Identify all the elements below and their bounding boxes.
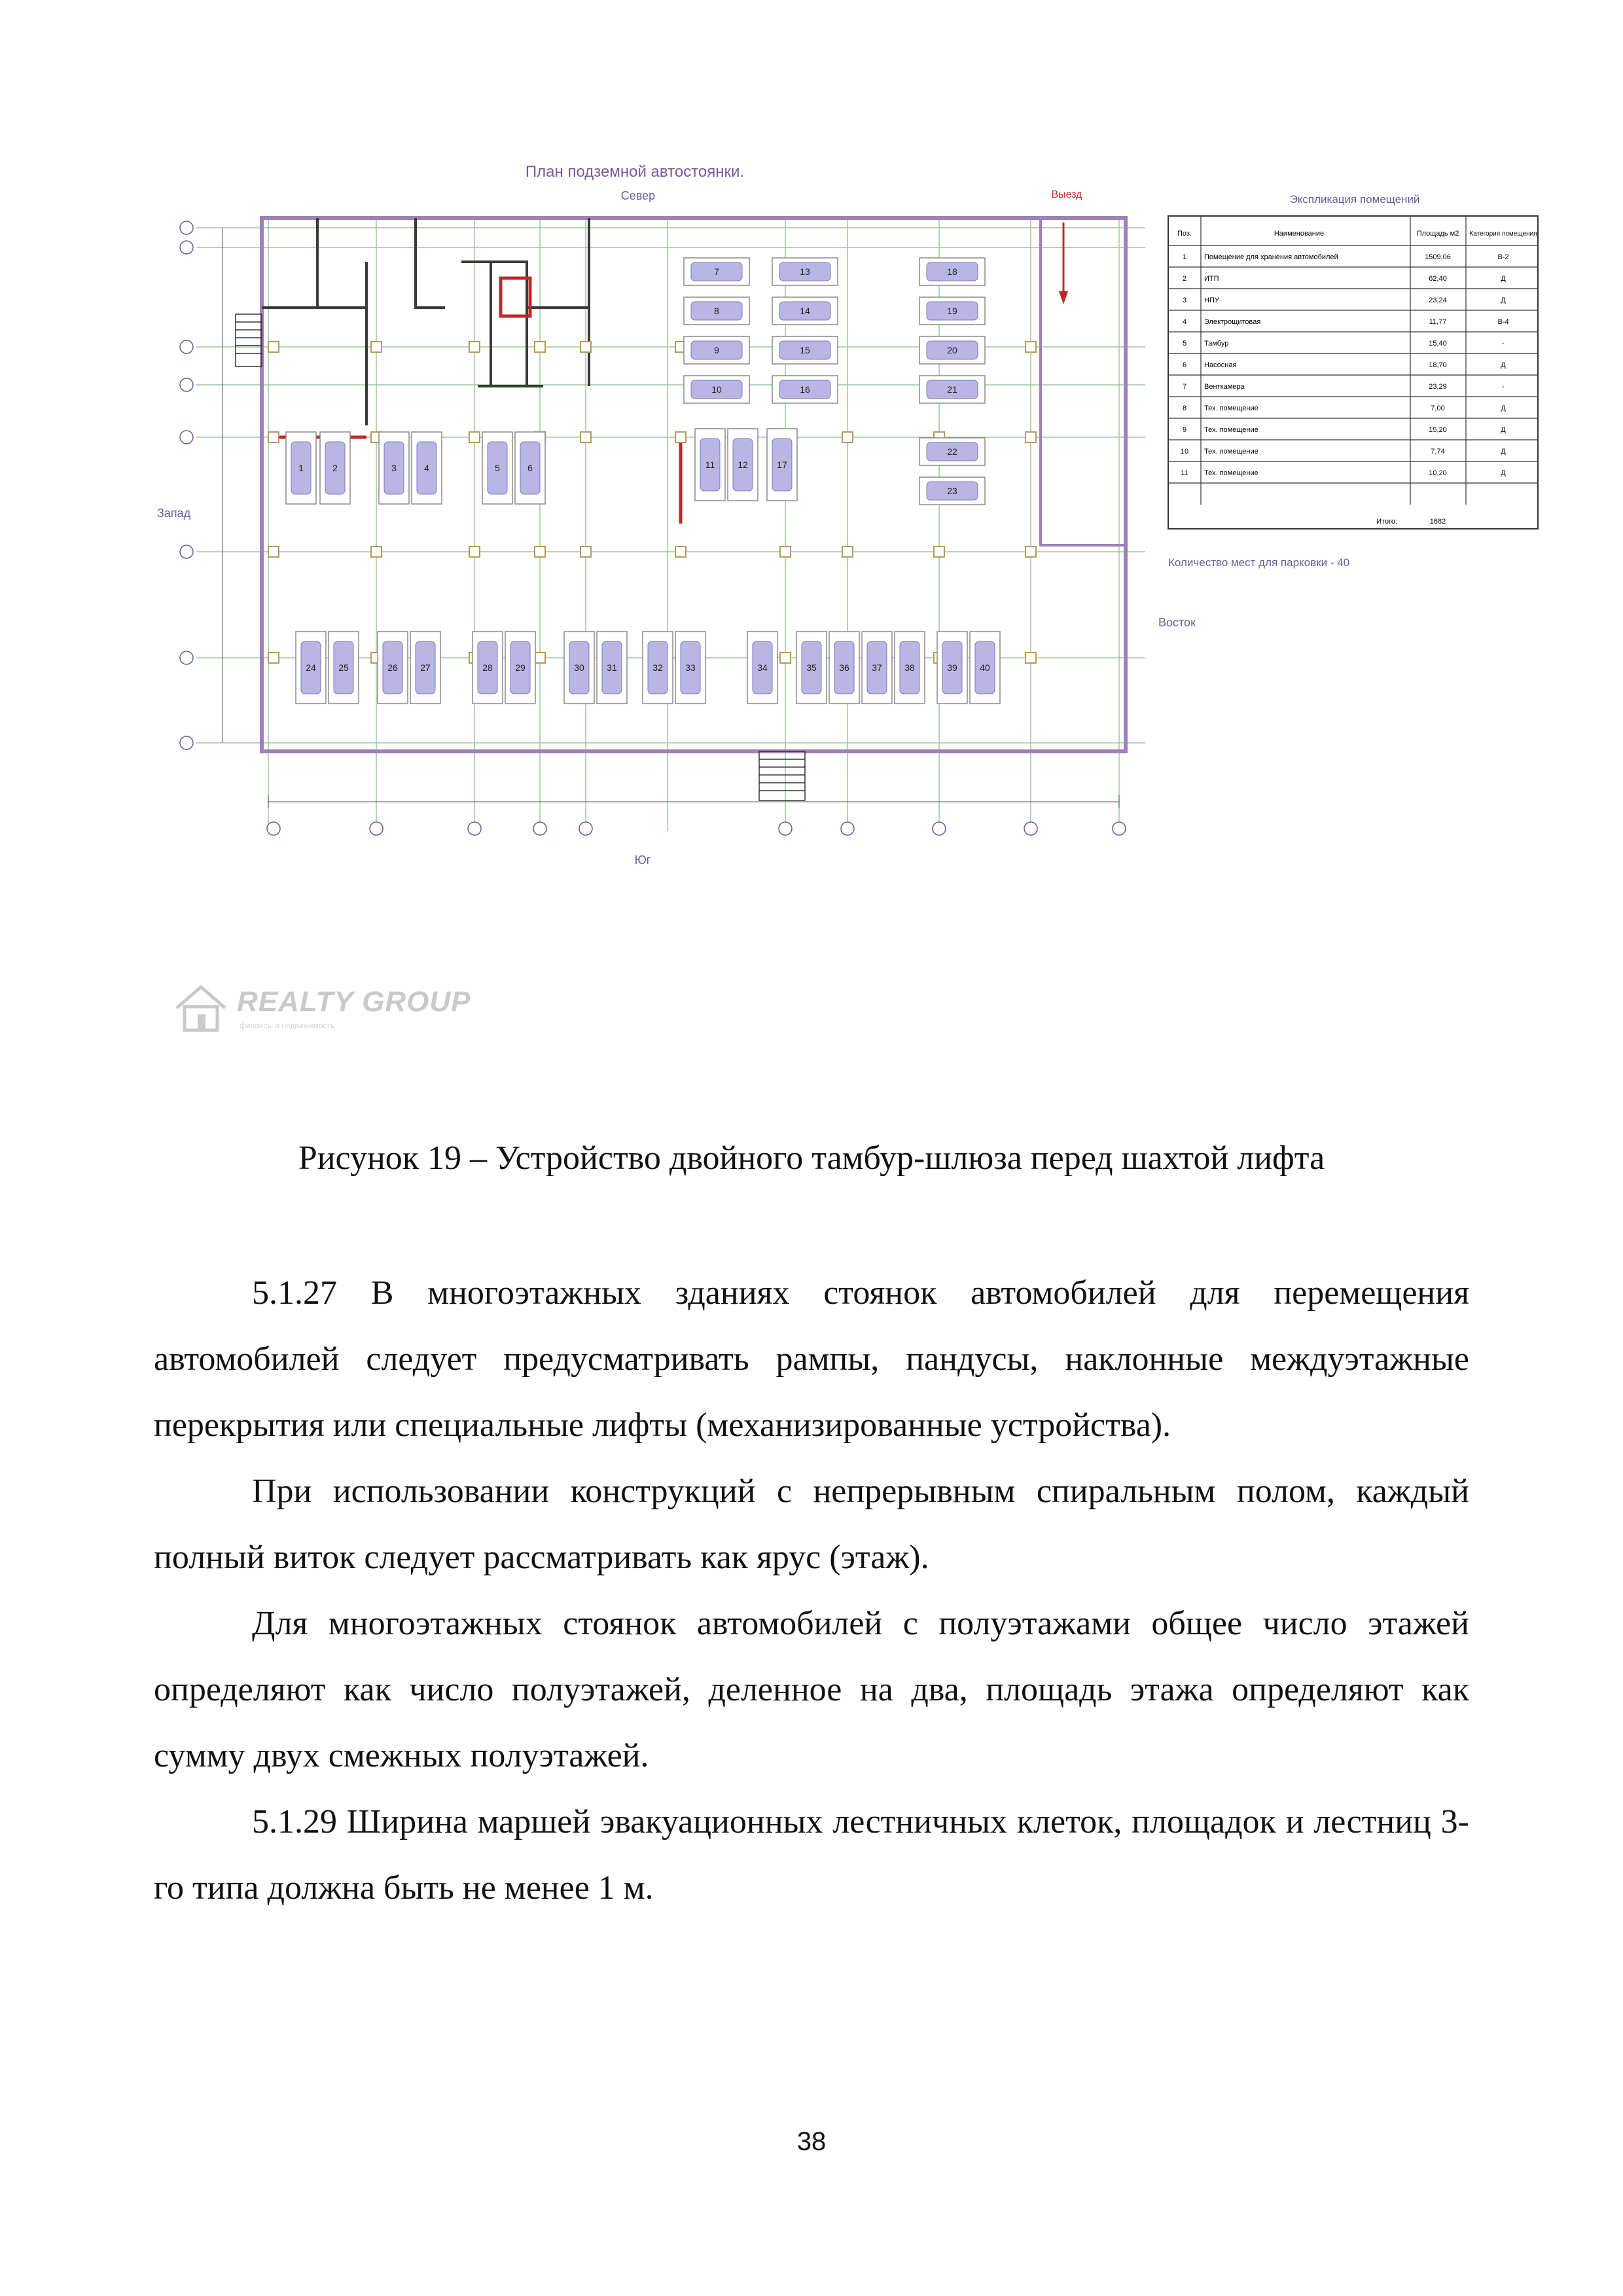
parking-space-5 xyxy=(482,432,512,504)
plan-title: План подземной автостоянки. xyxy=(525,163,745,181)
paragraph-5-1-27: 5.1.27 В многоэтажных зданиях стоянок автомобилей для перемещения автомобилей следует предусматривать рампы, пандусы, наклонные междуэтажные перекрытия или специальные лифты (механизированные устройства). xyxy=(154,1274,1469,1444)
east-label: Восток xyxy=(1158,616,1196,629)
table-cell: 7 xyxy=(1182,383,1187,391)
parking-space-label: 13 xyxy=(800,266,810,277)
parking-space-34 xyxy=(747,632,777,704)
parking-space-11 xyxy=(695,429,725,501)
parking-space-label: 15 xyxy=(800,345,810,355)
parking-space-18 xyxy=(919,258,985,285)
parking-space-label: 19 xyxy=(947,306,957,316)
parking-space-32 xyxy=(643,632,673,704)
parking-space-40 xyxy=(970,632,1000,704)
parking-space-4 xyxy=(412,432,442,504)
parking-space-26 xyxy=(378,632,408,704)
parking-space-3 xyxy=(379,432,409,504)
table-header-name: Наименование xyxy=(1274,230,1325,238)
parking-space-label: 36 xyxy=(839,662,849,673)
table-cell: 3 xyxy=(1182,296,1187,304)
paragraph-half-floors: Для многоэтажных стоянок автомобилей с полуэтажами общее число этажей определяют как число полуэтажей, деленное на два, площадь этажа определяют как сумму двух смежных полуэтажей. xyxy=(154,1605,1469,1774)
parking-space-label: 9 xyxy=(714,345,719,355)
parking-space-2 xyxy=(320,432,350,504)
table-cell: Тех. помещение xyxy=(1204,404,1258,412)
parking-space-29 xyxy=(505,632,535,704)
table-cell: 1 xyxy=(1182,253,1187,261)
parking-space-label: 32 xyxy=(652,662,663,673)
table-cell: Д xyxy=(1501,404,1506,412)
figure-caption: Рисунок 19 – Устройство двойного тамбур-шлюза перед шахтой лифта xyxy=(298,1139,1325,1177)
parking-spaces xyxy=(286,258,1000,704)
table-cell: 62,40 xyxy=(1429,275,1447,283)
parking-space-36 xyxy=(829,632,859,704)
parking-space-label: 1 xyxy=(298,463,304,473)
parking-space-label: 30 xyxy=(574,662,584,673)
parking-space-25 xyxy=(329,632,359,704)
table-cell: 5 xyxy=(1182,340,1187,348)
parking-space-1 xyxy=(286,432,316,504)
table-cell: НПУ xyxy=(1204,296,1219,304)
parking-space-label: 4 xyxy=(424,463,429,473)
table-cell: Тех. помещение xyxy=(1204,469,1258,477)
parking-space-23 xyxy=(919,477,985,505)
parking-space-label: 11 xyxy=(705,459,715,470)
parking-space-label: 23 xyxy=(947,486,957,496)
table-cell: 15,20 xyxy=(1429,426,1447,434)
parking-space-31 xyxy=(597,632,627,704)
paragraph-5-1-29: 5.1.29 Ширина маршей эвакуационных лестничных клеток, площадок и лестниц 3-го типа должна быть не менее 1 м. xyxy=(154,1803,1469,1907)
parking-space-15 xyxy=(772,336,838,364)
parking-space-6 xyxy=(515,432,545,504)
parking-space-label: 16 xyxy=(800,384,810,395)
parking-space-28 xyxy=(473,632,503,704)
parking-space-24 xyxy=(296,632,326,704)
parking-space-22 xyxy=(919,438,985,465)
parking-space-33 xyxy=(675,632,705,704)
table-cell: 10 xyxy=(1180,448,1189,456)
table-cell: Д xyxy=(1501,296,1506,304)
table-cell: 11 xyxy=(1181,469,1188,477)
paragraph-spiral-floor: При использовании конструкций с непрерывным спиральным полом, каждый полный виток следует рассматривать как ярус (этаж). xyxy=(154,1473,1469,1576)
parking-space-label: 26 xyxy=(387,662,398,673)
parking-space-label: 12 xyxy=(738,459,748,470)
parking-space-label: 34 xyxy=(757,662,768,673)
parking-space-label: 27 xyxy=(420,662,431,673)
house-logo-icon xyxy=(171,982,230,1034)
table-header-category: Категория помещения xyxy=(1469,230,1537,238)
parking-space-label: 2 xyxy=(332,463,338,473)
parking-space-label: 6 xyxy=(527,463,533,473)
watermark-text: REALTY GROUP xyxy=(237,986,471,1018)
parking-space-20 xyxy=(919,336,985,364)
south-label: Юг xyxy=(634,853,651,867)
parking-space-35 xyxy=(796,632,827,704)
table-cell: - xyxy=(1502,383,1505,391)
table-header-area: Площадь м2 xyxy=(1416,230,1459,238)
parking-space-label: 22 xyxy=(947,446,957,457)
parking-space-label: 5 xyxy=(495,463,500,473)
explication-table xyxy=(1168,193,1538,529)
west-label: Запад xyxy=(157,507,191,520)
table-cell: Тамбур xyxy=(1204,340,1229,348)
parking-space-label: 14 xyxy=(800,306,810,316)
table-cell: 9 xyxy=(1182,426,1187,434)
table-cell: 8 xyxy=(1182,404,1187,412)
parking-space-10 xyxy=(684,376,749,403)
parking-plan-figure xyxy=(151,151,1544,884)
parking-space-label: 7 xyxy=(714,266,719,277)
ramp-zone xyxy=(1041,218,1126,545)
parking-space-9 xyxy=(684,336,749,364)
watermark-subtext: финансы и недвижимость xyxy=(240,1021,335,1030)
parking-space-39 xyxy=(937,632,967,704)
parking-space-label: 24 xyxy=(306,662,316,673)
body-text xyxy=(154,1260,1469,1921)
table-cell: Электрощитовая xyxy=(1204,318,1261,326)
table-cell: Д xyxy=(1501,275,1506,283)
table-cell: 10,20 xyxy=(1429,469,1447,477)
table-cell: Д xyxy=(1501,426,1506,434)
parking-space-label: 29 xyxy=(515,662,526,673)
parking-space-label: 8 xyxy=(714,306,719,316)
table-cell: 23,29 xyxy=(1429,383,1447,391)
parking-space-label: 39 xyxy=(947,662,957,673)
table-cell: - xyxy=(1502,340,1505,348)
parking-space-14 xyxy=(772,297,838,325)
parking-count-label: Количество мест для парковки - 40 xyxy=(1168,556,1350,569)
parking-space-37 xyxy=(862,632,892,704)
parking-space-27 xyxy=(410,632,440,704)
parking-space-label: 17 xyxy=(777,459,787,470)
table-cell: 15,40 xyxy=(1429,340,1447,348)
parking-space-17 xyxy=(767,429,797,501)
parking-space-label: 18 xyxy=(947,266,957,277)
parking-space-21 xyxy=(919,376,985,403)
parking-space-19 xyxy=(919,297,985,325)
parking-space-7 xyxy=(684,258,749,285)
parking-space-label: 40 xyxy=(980,662,990,673)
watermark-logo xyxy=(171,982,499,1041)
page-number: 38 xyxy=(796,2127,827,2156)
parking-space-38 xyxy=(895,632,925,704)
parking-space-label: 37 xyxy=(872,662,882,673)
parking-space-label: 38 xyxy=(904,662,915,673)
explication-title: Экспликация помещений xyxy=(1289,193,1420,206)
parking-space-label: 3 xyxy=(391,463,397,473)
table-cell: Тех. помещение xyxy=(1204,426,1258,434)
table-cell: В-2 xyxy=(1497,253,1509,261)
north-label: Север xyxy=(620,189,656,202)
table-cell: Насосная xyxy=(1204,361,1237,369)
parking-space-label: 31 xyxy=(607,662,617,673)
parking-space-label: 25 xyxy=(338,662,349,673)
table-cell: Д xyxy=(1501,469,1506,477)
table-cell: 18,70 xyxy=(1429,361,1447,369)
table-cell: 7,00 xyxy=(1431,404,1445,412)
table-total-label: Итого: xyxy=(1376,518,1397,526)
table-cell: ИТП xyxy=(1204,275,1219,283)
parking-space-label: 10 xyxy=(711,384,722,395)
parking-space-label: 21 xyxy=(947,384,957,395)
table-cell: Д xyxy=(1501,361,1506,369)
table-cell: 11,77 xyxy=(1429,318,1447,326)
table-cell: 23,24 xyxy=(1429,296,1447,304)
exit-arrow-head xyxy=(1059,291,1068,304)
table-total-value: 1682 xyxy=(1429,518,1446,526)
table-cell: 6 xyxy=(1182,361,1187,369)
table-cell: 7,74 xyxy=(1431,448,1445,456)
exit-label: Выезд xyxy=(1051,189,1082,200)
parking-space-label: 20 xyxy=(947,345,957,355)
table-cell: 2 xyxy=(1182,275,1187,283)
parking-space-8 xyxy=(684,297,749,325)
parking-space-12 xyxy=(728,429,758,501)
table-cell: 1509,06 xyxy=(1425,253,1451,261)
table-cell: 4 xyxy=(1182,318,1187,326)
parking-space-13 xyxy=(772,258,838,285)
table-header-pos: Поз. xyxy=(1177,230,1192,238)
table-cell: В-4 xyxy=(1497,318,1509,326)
parking-space-16 xyxy=(772,376,838,403)
parking-space-label: 33 xyxy=(685,662,696,673)
parking-space-label: 28 xyxy=(482,662,493,673)
table-cell: Д xyxy=(1501,448,1506,456)
table-cell: Тех. помещение xyxy=(1204,448,1258,456)
table-cell: Помещение для хранения автомобилей xyxy=(1204,253,1338,261)
parking-space-30 xyxy=(564,632,594,704)
table-cell: Венткамера xyxy=(1204,383,1245,391)
parking-space-label: 35 xyxy=(806,662,817,673)
